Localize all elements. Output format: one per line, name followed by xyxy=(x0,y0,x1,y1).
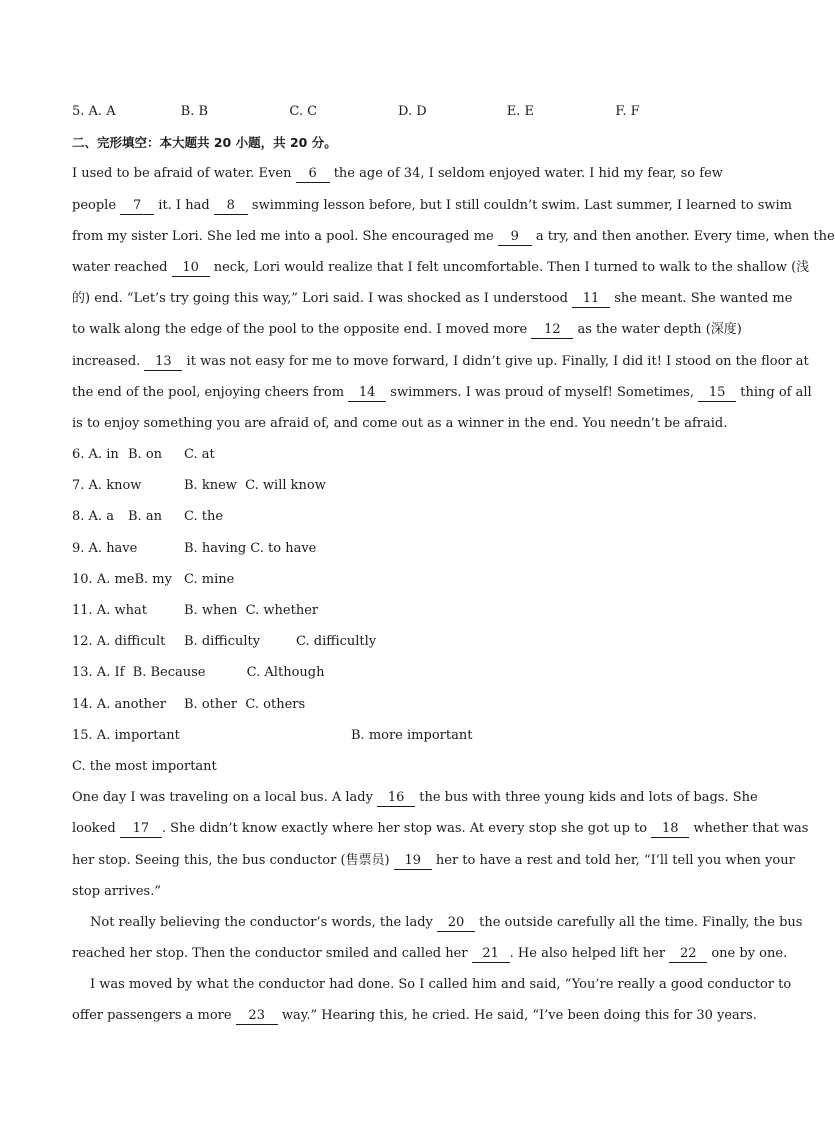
blank-12: 12 xyxy=(531,322,573,339)
question-11: 11. A. what B. when C. whether xyxy=(72,603,319,618)
blank-17: 17 xyxy=(120,821,162,838)
passage2-line-5: Not really believing the conductor’s words, the lady 20 the outside carefully all the time. Finally, the bus xyxy=(90,914,803,930)
blank-19: 19 xyxy=(394,853,432,870)
passage2-line-7: I was moved by what the conductor had done. So I called him and said, “You’re really a good conductor to xyxy=(90,977,792,993)
passage1-line-2: people 7 it. I had 8 swimming lesson before, but I still couldn’t swim. Last summer, I learned to swim xyxy=(72,197,792,213)
blank-18: 18 xyxy=(651,821,689,838)
blank-10: 10 xyxy=(172,260,210,277)
passage1-line-5: 的) end. “Let’s try going this way,” Lori said. I was shocked as I understood 11 she meant. She wanted me xyxy=(72,291,793,307)
blank-15: 15 xyxy=(698,385,736,402)
question-list xyxy=(72,439,724,782)
question-14: 14. A. another B. other C. others xyxy=(72,696,306,712)
blank-6: 6 xyxy=(296,166,330,183)
q5-option-2: C. C xyxy=(289,104,318,119)
question-5-options xyxy=(72,96,724,127)
question-12: 12. A. difficult B. difficulty C. difficultly xyxy=(72,634,377,650)
q5-option-3: D. D xyxy=(398,104,427,119)
question-10: 10. A. meB. my C. mine xyxy=(72,571,235,587)
blank-8: 8 xyxy=(214,198,248,215)
passage1-line-4: water reached 10 neck, Lori would realize that I felt uncomfortable. Then I turned to walk to the shallow (浅 xyxy=(72,259,810,275)
passage1-line-8: the end of the pool, enjoying cheers from 14 swimmers. I was proud of myself! Sometimes, 15 thing of all xyxy=(72,384,812,400)
question-15-option-c: C. the most important xyxy=(72,758,217,774)
passage2-line-6: reached her stop. Then the conductor smiled and called her 21 . He also helped lift her 22 one by one. xyxy=(72,946,788,962)
passage-2 xyxy=(72,782,809,1032)
question-6: 6. A. in B. on C. at xyxy=(72,447,215,463)
question-9: 9. A. have B. having C. to have xyxy=(72,540,317,556)
q5-option-5: F. F xyxy=(615,104,640,119)
passage2-line-3: her stop. Seeing this, the bus conductor (售票员) 19 her to have a rest and told her, “I’ll tell you when your xyxy=(72,852,795,868)
passage1-line-9: is to enjoy something you are afraid of, and come out as a winner in the end. You needn’t be afraid. xyxy=(72,415,728,431)
question-7: 7. A. know B. knew C. will know xyxy=(72,478,326,494)
section-2-title: 二、完形填空：本大题共 20 小题，共 20 分。 xyxy=(72,135,337,151)
passage-1 xyxy=(72,158,835,439)
question-13: 13. A. If B. Because C. Although xyxy=(72,665,325,681)
passage2-line-1: One day I was traveling on a local bus. A lady 16 the bus with three young kids and lots of bags. She xyxy=(72,790,758,806)
blank-23: 23 xyxy=(236,1008,278,1025)
q5-option-4: E. E xyxy=(506,104,534,119)
blank-22: 22 xyxy=(669,946,707,963)
blank-11: 11 xyxy=(572,291,610,308)
passage1-line-1: I used to be afraid of water. Even 6 the age of 34, I seldom enjoyed water. I hid my fear, so few xyxy=(72,166,723,182)
blank-16: 16 xyxy=(377,790,415,807)
passage2-line-8: offer passengers a more 23 way.” Hearing this, he cried. He said, “I’ve been doing this for 30 years. xyxy=(72,1008,757,1024)
blank-7: 7 xyxy=(120,198,154,215)
passage1-line-7: increased. 13 it was not easy for me to move forward, I didn’t give up. Finally, I did it! I stood on the floor at xyxy=(72,353,809,369)
blank-9: 9 xyxy=(498,229,532,246)
question-15: 15. A. important B. more important xyxy=(72,727,473,743)
blank-21: 21 xyxy=(472,946,510,963)
passage2-line-2: looked 17 . She didn’t know exactly where her stop was. At every stop she got up to 18 whether that was xyxy=(72,821,809,837)
passage2-line-4: stop arrives.” xyxy=(72,883,162,899)
q5-option-0: 5. A. A xyxy=(72,104,116,119)
question-8: 8. A. a B. an C. the xyxy=(72,509,224,525)
q5-option-1: B. B xyxy=(180,104,209,119)
blank-20: 20 xyxy=(437,915,475,932)
blank-14: 14 xyxy=(348,385,386,402)
blank-13: 13 xyxy=(144,354,182,371)
exam-page xyxy=(72,96,835,1032)
passage1-line-6: to walk along the edge of the pool to the opposite end. I moved more 12 as the water depth (深度) xyxy=(72,322,742,338)
passage1-line-3: from my sister Lori. She led me into a pool. She encouraged me 9 a try, and then another. Every time, when the xyxy=(72,228,835,244)
